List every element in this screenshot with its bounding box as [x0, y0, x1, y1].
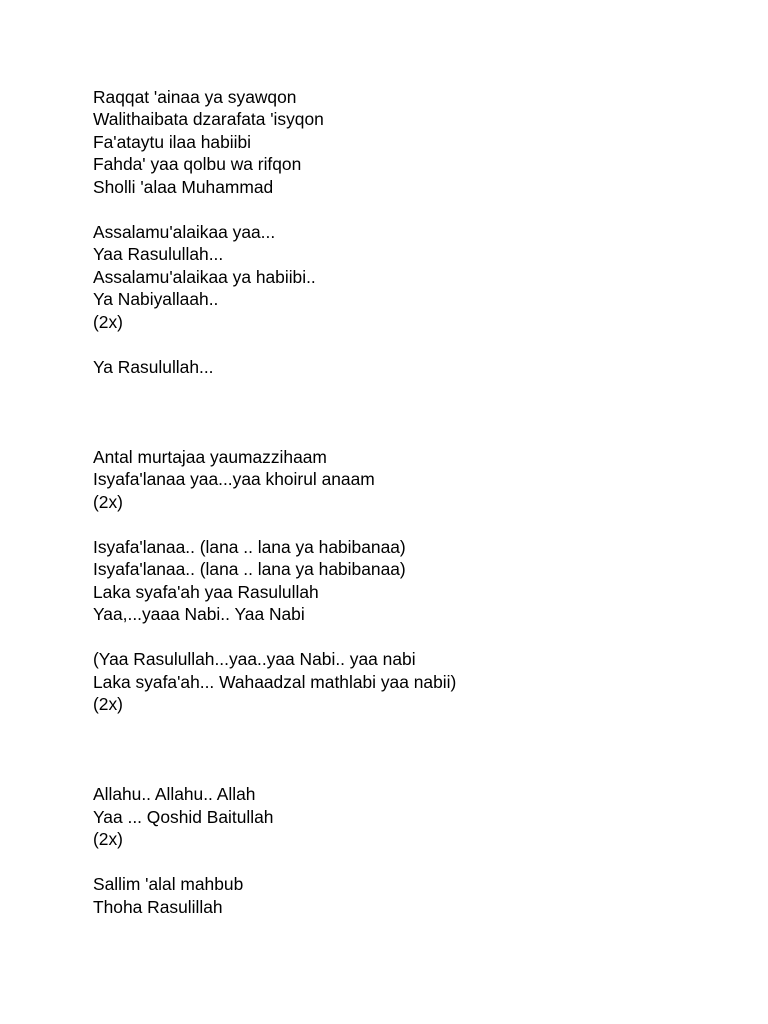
lyric-line: Fahda' yaa qolbu wa rifqon [93, 154, 302, 174]
lyric-line: Sallim 'alal mahbub [93, 874, 244, 894]
lyric-line: Allahu.. Allahu.. Allah [93, 784, 256, 804]
repeat-marker: (2x) [93, 312, 123, 332]
lyric-line: Assalamu'alaikaa ya habiibi.. [93, 267, 316, 287]
lyric-line: Antal murtajaa yaumazzihaam [93, 447, 327, 467]
lyric-line: Raqqat 'ainaa ya syawqon [93, 87, 297, 107]
lyric-line: Thoha Rasulillah [93, 897, 223, 917]
repeat-marker: (2x) [93, 694, 123, 714]
lyric-line: Laka syafa'ah... Wahaadzal mathlabi yaa nabii) [93, 672, 457, 692]
lyric-line: Laka syafa'ah yaa Rasulullah [93, 582, 319, 602]
lyric-line: Fa'ataytu ilaa habiibi [93, 132, 252, 152]
lyric-line: Isyafa'lanaa yaa...yaa khoirul anaam [93, 469, 375, 489]
repeat-marker: (2x) [93, 492, 123, 512]
lyric-line: Yaa ... Qoshid Baitullah [93, 807, 274, 827]
lyric-line: Ya Nabiyallaah.. [93, 289, 219, 309]
lyric-line: Assalamu'alaikaa yaa... [93, 222, 276, 242]
lyric-line: Isyafa'lanaa.. (lana .. lana ya habibanaa) [93, 537, 406, 557]
lyric-line: (Yaa Rasulullah...yaa..yaa Nabi.. yaa nabi [93, 649, 416, 669]
lyric-line: Yaa Rasulullah... [93, 244, 224, 264]
lyric-line: Walithaibata dzarafata 'isyqon [93, 109, 324, 129]
lyric-line: Sholli 'alaa Muhammad [93, 177, 274, 197]
lyric-line: Ya Rasulullah... [93, 357, 214, 377]
repeat-marker: (2x) [93, 829, 123, 849]
lyric-line: Isyafa'lanaa.. (lana .. lana ya habibanaa) [93, 559, 406, 579]
lyric-line: Yaa,...yaaa Nabi.. Yaa Nabi [93, 604, 305, 624]
